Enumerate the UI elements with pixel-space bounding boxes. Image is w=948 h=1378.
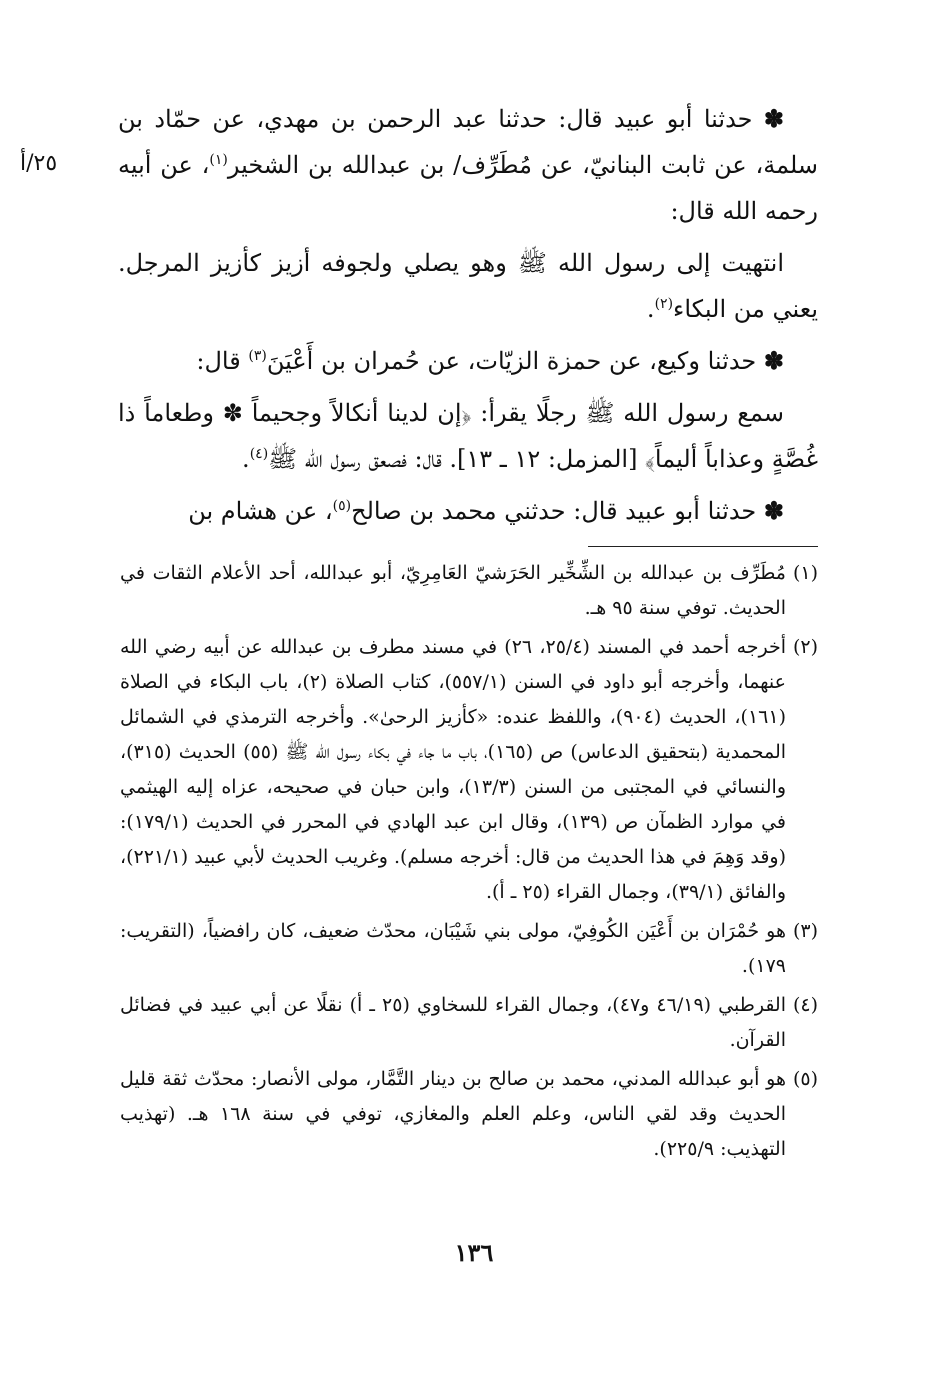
footnote-number: (١) [792, 562, 818, 584]
footnote-ref-3[interactable]: (٣) [248, 348, 267, 364]
footnote-text: هو أبو عبدالله المدني، محمد بن صالح بن دينار التَّمَّار، مولى الأنصار: محدّث ثقة قليل الحديث وقد لقي الناس، وعلم العلم والمغازي، توفي في سنة ١٦٨ هـ. (تهذيب التهذيب: ٢٢٥/٩). [120, 1068, 786, 1160]
footnotes [120, 556, 818, 1171]
footnote-4 [120, 988, 818, 1058]
footnote-text: القرطبي (٤٦/١٩ و٤٧)، وجمال القراء للسخاوي (٢٥ ـ أ) نقلًا عن أبي عبيد في فضائل القرآن. [120, 994, 786, 1051]
footnote-1 [120, 556, 818, 626]
paragraph-tail: . [646, 295, 655, 323]
footnote-5 [120, 1062, 818, 1167]
paragraph-text: انتهيت إلى رسول الله ﷺ وهو يصلي ولجوفه أزيز كأزيز المرجل. يعني من البكاء [118, 249, 818, 323]
paragraph-tail: ، عن هشام بن [188, 497, 333, 525]
hadith-paragraph-4 [118, 390, 818, 482]
hadith-paragraph-3 [118, 338, 818, 384]
footnote-ref-2[interactable]: (٢) [654, 296, 674, 312]
footnote-ref-5[interactable]: (٥) [332, 498, 352, 514]
paragraph-tail: قال: [196, 347, 249, 375]
footnote-ref-1[interactable]: (١) [209, 152, 228, 168]
paragraph-text: حدثنا أبو عبيد قال: حدثني محمد بن صالح [351, 497, 757, 525]
paragraph-tail: ، عن أبيه رحمه الله قال: [118, 151, 818, 225]
footnote-separator [588, 546, 818, 547]
paragraph-tail: . [242, 445, 250, 473]
paragraph-text: حدثنا وكيع، عن حمزة الزيّات، عن حُمران بن أَعْيَنَ [266, 347, 757, 375]
hadith-paragraph-2 [118, 240, 818, 332]
folio-margin-note: ٢٥/أ [20, 151, 58, 176]
footnote-number: (٤) [792, 994, 818, 1016]
footnote-number: (٣) [792, 920, 818, 942]
hadith-paragraph-1 [118, 96, 818, 234]
footnote-3 [120, 914, 818, 984]
paragraph-text: سمع رسول الله ﷺ رجلًا يقرأ: ﴿إن لدينا أنكالاً وجحيماً ✽ وطعاماً ذا غُصَّةٍ وعذاباً أليماً﴾ [المزمل: ١٢ ـ ١٣]. قال: فصعق رسول الله ﷺ [118, 399, 818, 473]
footnote-text: أخرجه أحمد في المسند (٢٥/٤، ٢٦) في مسند مطرف بن عبدالله عن أبيه رضي الله عنهما، وأخرجه أبو داود في السنن (٥٥٧/١)، كتاب الصلاة (٢)، باب البكاء في الصلاة (١٦١)، الحديث (٩٠٤)، واللفظ عنده: «كأزيز الرحىٰ». وأخرجه الترمذي في الشمائل المحمدية (بتحقيق الدعاس) ص (١٦٥)، باب ما جاء في بكاء رسول الله ﷺ (٥٥) الحديث (٣١٥)، والنسائي في المجتبى من السنن (١٣/٣)، وابن حبان في صحيحه، عزاه إليه الهيثمي في موارد الظمآن ص (١٣٩)، وقال ابن عبد الهادي في المحرر في الحديث (١٧٩/١): (وقد وَهِمَ في هذا الحديث من قال: أخرجه مسلم). وغريب الحديث لأبي عبيد (٢٢١/١)، والفائق (٣٩/١)، وجمال القراء (٢٥ ـ أ). [120, 636, 787, 903]
footnote-ref-4[interactable]: (٤) [249, 446, 269, 462]
footnote-text: هو حُمْرَان بن أَعْيَن الكُوفِيّ، مولى بني شَيْبَان، محدّث ضعيف، كان رافضياً، (التقريب: ١٧٩). [120, 920, 786, 977]
hadith-paragraph-5 [118, 488, 818, 534]
footnote-text: مُطَرِّف بن عبدالله بن الشِّخِّير الحَرَشيّ العَامِرِيّ، أبو عبدالله، أحد الأعلام الثقات في الحديث. توفي سنة ٩٥ هـ. [120, 562, 786, 619]
page-number: ١٣٦ [454, 1238, 494, 1267]
paragraph-text: حدثنا أبو عبيد قال: حدثنا عبد الرحمن بن مهدي، عن حمّاد بن سلمة، عن ثابت البنانيّ، عن مُطَرِّف/ بن عبدالله بن الشخير [118, 105, 818, 179]
star-marker: ✽ [763, 346, 784, 375]
footnote-number: (٢) [792, 636, 819, 658]
star-marker: ✽ [763, 104, 784, 133]
footnote-number: (٥) [792, 1068, 818, 1090]
star-marker: ✽ [763, 496, 784, 525]
footnote-2 [120, 630, 818, 910]
main-text [118, 96, 818, 540]
